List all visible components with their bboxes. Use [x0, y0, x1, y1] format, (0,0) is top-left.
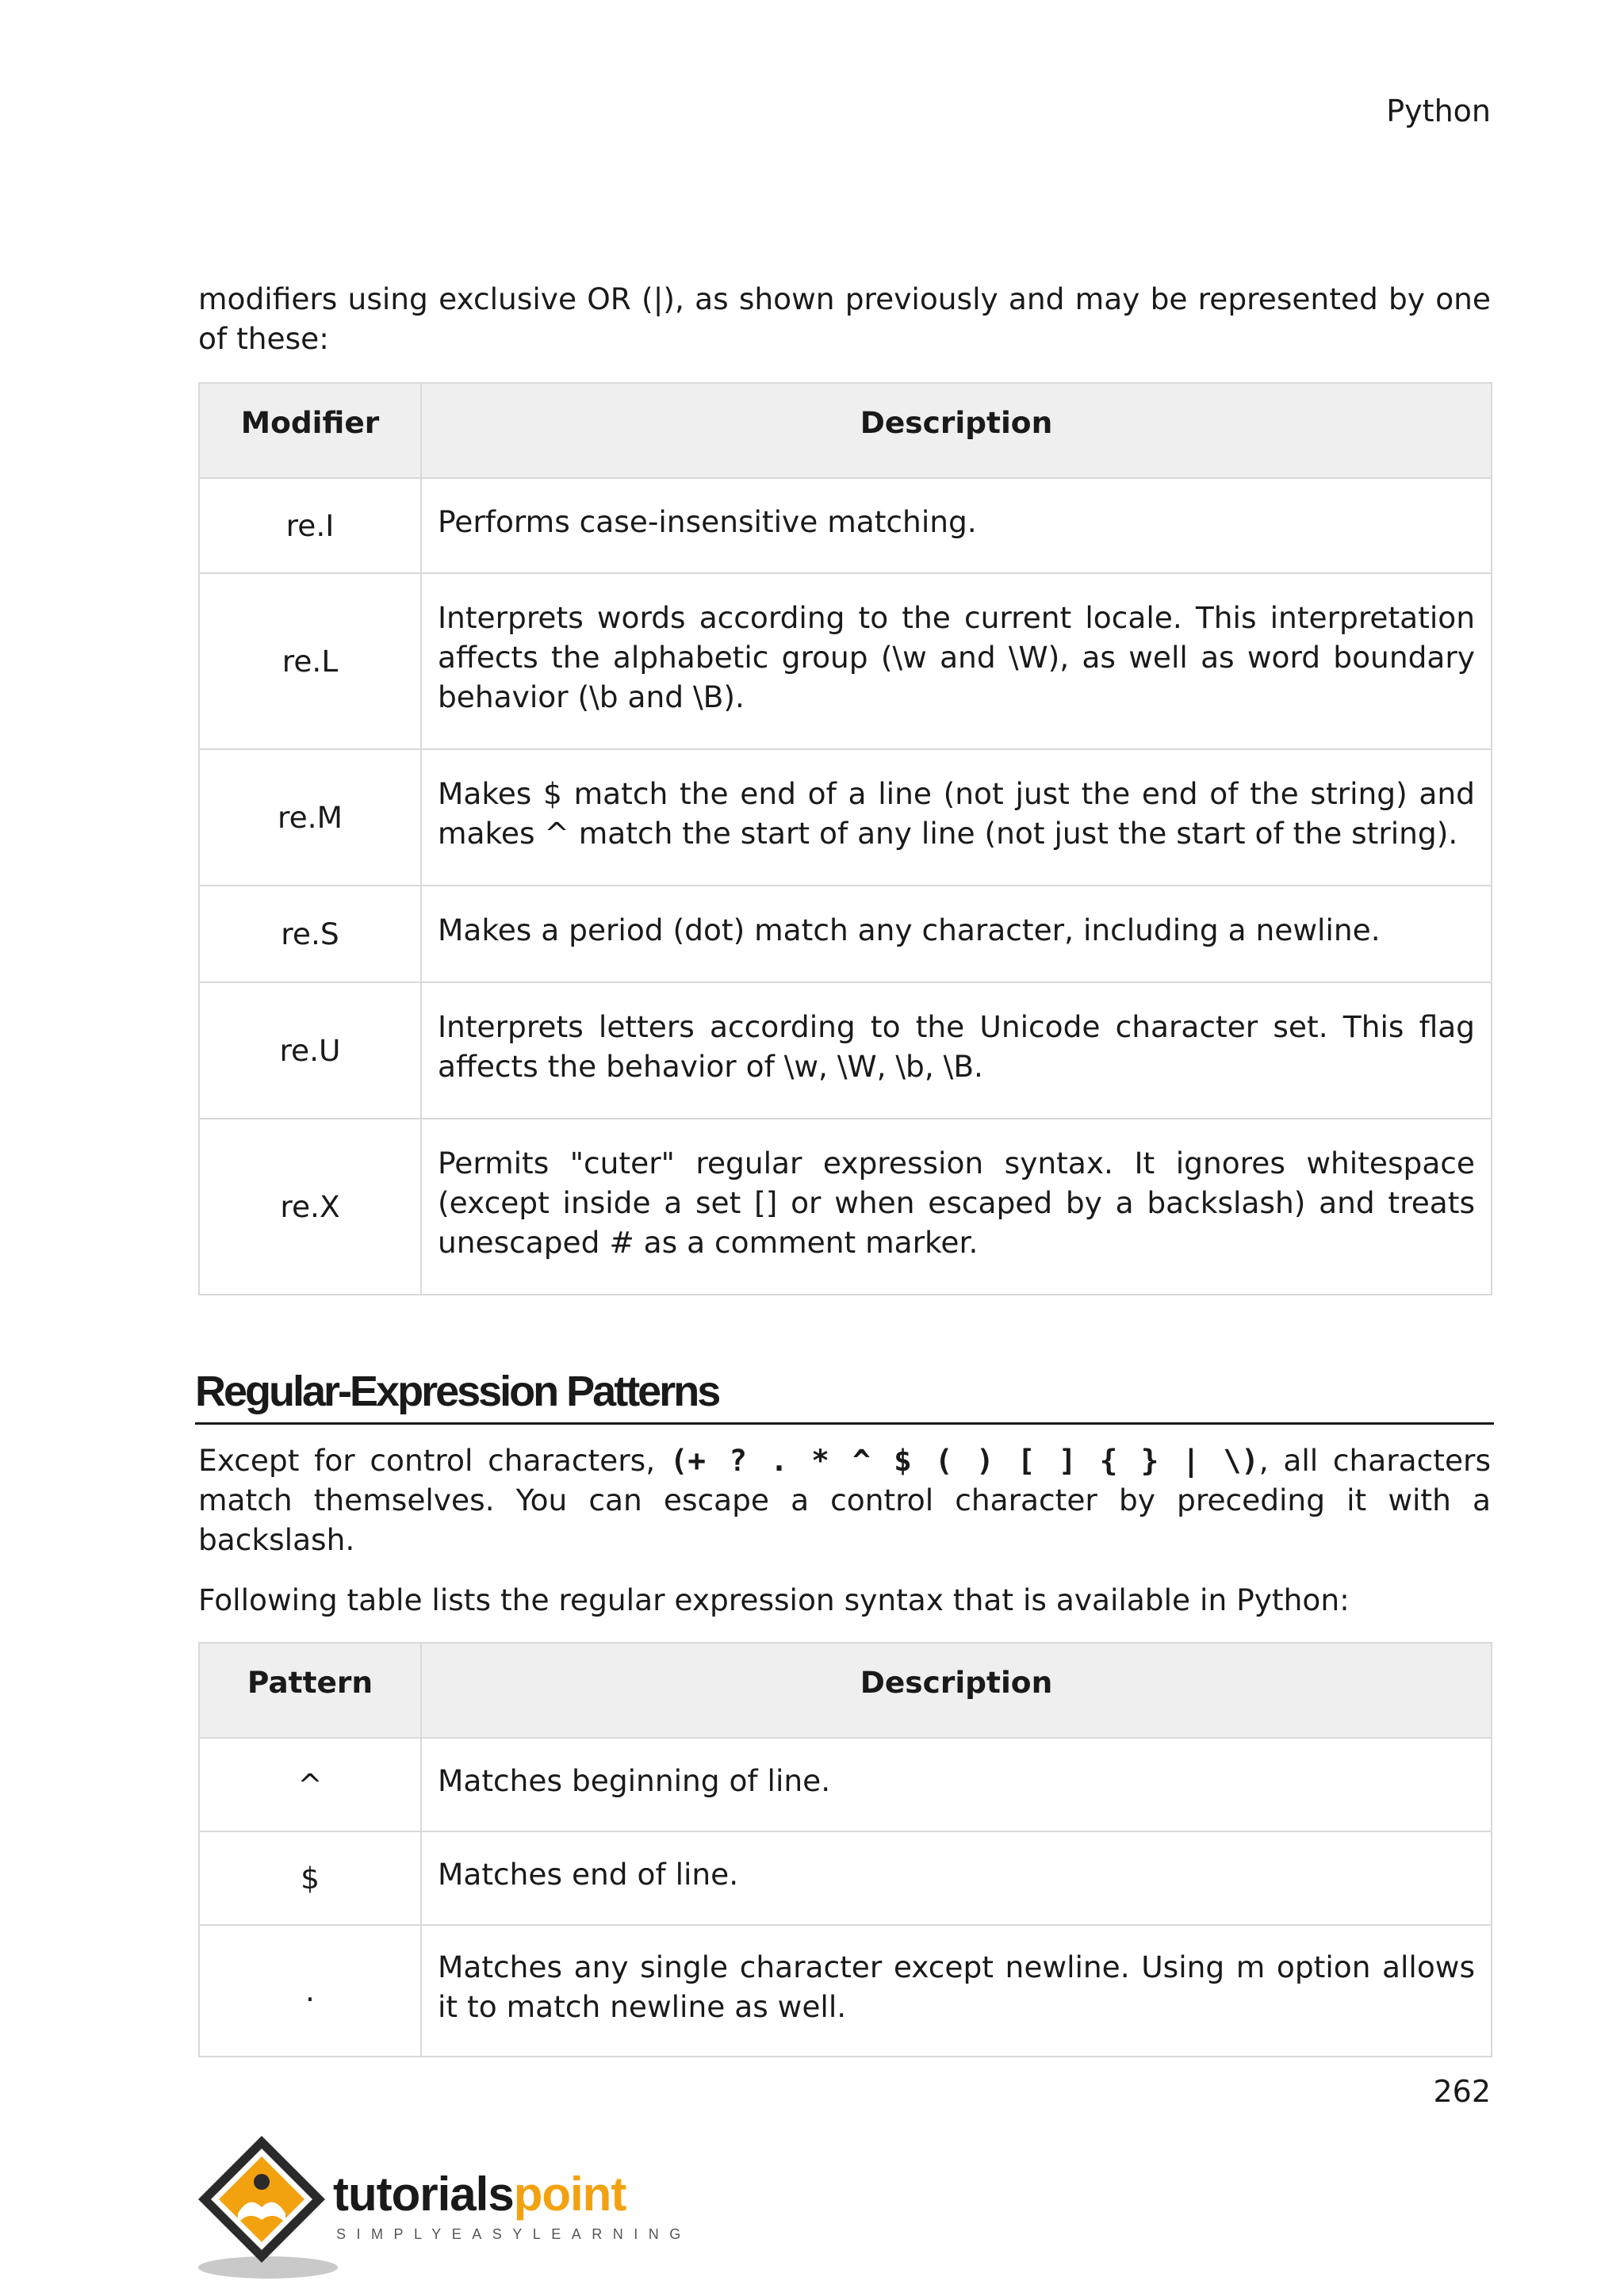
- table-row: [199, 1738, 1492, 1831]
- modifier-description: Interprets letters according to the Unicode character set. This flag affects the behavior of \w, \W, \b, \B.: [421, 982, 1492, 1119]
- page-content: [195, 279, 1492, 2057]
- paragraph-text-end: , all characters match themselves. You can escape a control character by preceding it with a backslash.: [198, 1443, 1492, 1557]
- modifier-description: Performs case-insensitive matching.: [421, 478, 1492, 573]
- column-header-pattern: Pattern: [199, 1643, 421, 1738]
- pattern-symbol: .: [199, 1925, 421, 2057]
- modifier-description: Interprets words according to the current locale. This interpretation affects the alphabetic group (\w and \W), as well as word boundary behavior (\b and \B).: [421, 573, 1492, 749]
- table-row: [199, 886, 1492, 982]
- modifier-name: re.M: [199, 749, 421, 886]
- modifier-name: re.S: [199, 886, 421, 982]
- modifier-table: [198, 382, 1492, 1295]
- section-heading: Regular-Expression Patterns: [195, 1365, 1494, 1425]
- column-header-description: Description: [421, 383, 1492, 478]
- pattern-symbol: ^: [199, 1738, 421, 1831]
- pattern-description: Matches end of line.: [421, 1831, 1492, 1925]
- control-characters-paragraph: [198, 1441, 1491, 1559]
- modifier-name: re.L: [199, 573, 421, 749]
- table-row: [199, 1119, 1492, 1295]
- table-row: [199, 573, 1492, 749]
- modifier-description: Makes $ match the end of a line (not just the end of the string) and makes ^ match the start of any line (not just the start of the string).: [421, 749, 1492, 886]
- table-intro-paragraph: Following table lists the regular expression syntax that is available in Python:: [198, 1582, 1350, 1617]
- pattern-description: Matches any single character except newline. Using m option allows it to match newline as well.: [421, 1925, 1492, 2057]
- modifier-description: Permits "cuter" regular expression syntax. It ignores whitespace (except inside a set [] or when escaped by a backslash) and treats unescaped # as a comment marker.: [421, 1119, 1492, 1295]
- table-header-row: [199, 383, 1492, 478]
- column-header-modifier: Modifier: [199, 383, 421, 478]
- table-row: [199, 982, 1492, 1119]
- modifier-name: re.X: [199, 1119, 421, 1295]
- table-header-row: [199, 1643, 1492, 1738]
- tutorialspoint-logo: [197, 2131, 691, 2282]
- paragraph-text-start: Except for control characters,: [198, 1443, 670, 1478]
- modifier-name: re.I: [199, 478, 421, 573]
- logo-emblem-icon: [197, 2131, 339, 2282]
- modifier-name: re.U: [199, 982, 421, 1119]
- pattern-symbol: $: [199, 1831, 421, 1925]
- pattern-table: [198, 1642, 1492, 2057]
- table-row: [199, 1831, 1492, 1925]
- modifier-description: Makes a period (dot) match any character, including a newline.: [421, 886, 1492, 982]
- logo-wordmark: tutorialspoint: [333, 2168, 626, 2221]
- intro-paragraph: modifiers using exclusive OR (|), as shown previously and may be represented by one of these:: [198, 281, 1491, 356]
- table-row: [199, 749, 1492, 886]
- table-row: [199, 1925, 1492, 2057]
- logo-tagline: SIMPLYEASYLEARNING: [336, 2226, 691, 2242]
- table-row: [199, 478, 1492, 573]
- running-title: Python: [1386, 94, 1491, 128]
- column-header-description: Description: [421, 1643, 1492, 1738]
- page-number: 262: [1433, 2074, 1491, 2109]
- control-characters: (+ ? . * ^ $ ( ) [ ] { } | \): [669, 1443, 1259, 1478]
- pattern-description: Matches beginning of line.: [421, 1738, 1492, 1831]
